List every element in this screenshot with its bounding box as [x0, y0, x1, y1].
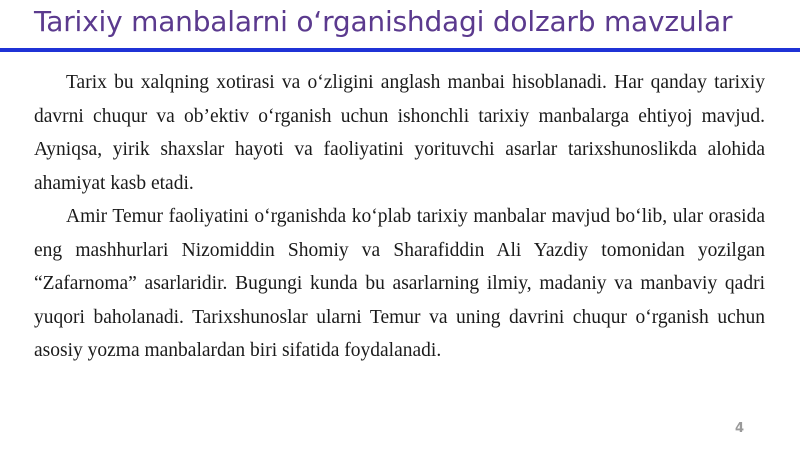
page-number: 4 — [735, 421, 745, 436]
paragraph-2: Amir Temur faoliyatini o‘rganishda ko‘plab tarixiy manbalar mavjud bo‘lib, ular orasida eng mashhurlari Nizomiddin Shomiy va Sharafiddin Ali Yazdiy tomonidan yozilgan “Zafarnoma” asarlaridir. Bugungi kunda bu asarlarning ilmiy, madaniy va manbaviy qadri yuqori baholanadi. Tarixshunoslar ularni Temur va uning davrini chuqur o‘rganish uchun asosiy yozma manbalardan biri sifatida foydalanadi. — [34, 206, 765, 361]
slide-body — [34, 66, 765, 368]
title-underline — [0, 48, 800, 52]
slide-title: Tarixiy manbalarni o‘rganishdagi dolzarb mavzular — [34, 5, 733, 38]
paragraph-1: Tarix bu xalqning xotirasi va o‘zligini anglash manbai hisoblanadi. Har qanday tarixiy davrni chuqur va ob’ektiv o‘rganish uchun ishonchli tarixiy manbalarga ehtiyoj mavjud. Ayniqsa, yirik shaxslar hayoti va faoliyatini yorituvchi asarlar tarixshunoslikda alohida ahamiyat kasb etadi. — [34, 72, 765, 194]
